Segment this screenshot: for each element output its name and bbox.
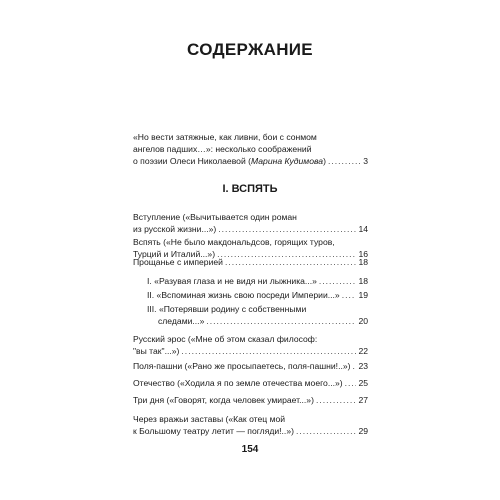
toc-entry-line: Через вражьи заставы («Как отец мой bbox=[133, 414, 286, 424]
toc-entry bbox=[133, 333, 368, 357]
toc-leader-dots bbox=[206, 315, 356, 327]
toc-entry-last-line bbox=[133, 377, 368, 389]
toc-leader-dots bbox=[353, 360, 357, 372]
toc-entry-last-line bbox=[147, 275, 368, 287]
section-heading: I. ВСПЯТЬ bbox=[222, 183, 278, 195]
toc-entry-line: III. «Потерявши родину с собственными bbox=[147, 304, 307, 314]
toc-page-number: 22 bbox=[358, 346, 368, 356]
toc-page-number: 19 bbox=[358, 290, 368, 300]
toc-leader-dots bbox=[345, 377, 357, 389]
toc-entry-last-line bbox=[147, 289, 368, 301]
toc-entry-text: к Большому театру летит — погляди!..») bbox=[133, 426, 294, 436]
toc-entry bbox=[133, 256, 368, 268]
toc-page-number: 16 bbox=[358, 249, 368, 259]
toc-entry-text: Прощанье с империей bbox=[133, 257, 223, 267]
toc-entry-last-line bbox=[133, 394, 368, 406]
toc-page-number: 27 bbox=[358, 395, 368, 405]
page-title: СОДЕРЖАНИЕ bbox=[187, 40, 313, 59]
toc-entry-text: Три дня («Говорят, когда человек умирает...») bbox=[133, 395, 314, 405]
toc-entry-last-line bbox=[133, 345, 368, 357]
toc-page-number: 18 bbox=[358, 257, 368, 267]
toc-entry-last-line bbox=[133, 223, 368, 235]
toc-entry bbox=[133, 394, 368, 406]
toc-page-number: 25 bbox=[358, 378, 368, 388]
toc-page-number: 14 bbox=[358, 224, 368, 234]
toc-page-number: 3 bbox=[363, 156, 368, 166]
toc-page-number: 23 bbox=[358, 361, 368, 371]
toc-leader-dots bbox=[319, 275, 357, 287]
toc-entry bbox=[133, 413, 368, 437]
toc-entry-text: I. «Разувая глаза и не видя ни лыжника...» bbox=[147, 276, 317, 286]
toc-entry-text-end: ) bbox=[323, 156, 326, 166]
toc-entry-line: Русский эрос («Мне об этом сказал философ: bbox=[133, 334, 318, 344]
toc-entry-text: II. «Вспоминая жизнь свою посреди Империи...» bbox=[147, 290, 340, 300]
toc-list bbox=[133, 0, 368, 500]
toc-leader-dots bbox=[218, 223, 356, 235]
toc-entry-text: "вы так"...») bbox=[133, 346, 180, 356]
toc-entry-text: Поля-пашни («Рано же просыпаетесь, поля-пашни!..») bbox=[133, 361, 351, 371]
toc-entry bbox=[133, 377, 368, 389]
toc-page-number: 29 bbox=[358, 426, 368, 436]
toc-entry-last-line bbox=[133, 425, 368, 437]
toc-leader-dots bbox=[342, 289, 357, 301]
toc-entry bbox=[147, 289, 368, 301]
toc-entry bbox=[133, 360, 368, 372]
toc-entry-line: ангелов падших…»: несколько соображений bbox=[133, 144, 312, 154]
toc-entry-line: «Но вести затяжные, как ливни, бои с сонмом bbox=[133, 132, 317, 142]
page-folio-number: 154 bbox=[241, 444, 259, 455]
toc-entry-line: Вступление («Вычитывается один роман bbox=[133, 212, 297, 222]
toc-entry-last-line bbox=[133, 360, 368, 372]
toc-page-number: 20 bbox=[358, 316, 368, 326]
toc-entry-author: Марина Кудимова bbox=[251, 156, 324, 166]
toc-entry-text-start: о поэзии Олеси Николаевой ( bbox=[133, 156, 252, 166]
toc-entry bbox=[147, 275, 368, 287]
toc-entry-text: Отечество («Ходила я по земле отечества моего...») bbox=[133, 378, 343, 388]
toc-page-number: 18 bbox=[358, 276, 368, 286]
toc-entry-line: Вспять («Не было макдональдсов, горящих туров, bbox=[133, 237, 335, 247]
toc-entry-text: из русской жизни...») bbox=[133, 224, 217, 234]
toc-leader-dots bbox=[181, 345, 356, 357]
toc-leader-dots bbox=[316, 394, 356, 406]
toc-leader-dots bbox=[225, 256, 356, 268]
toc-entry-last-line bbox=[133, 256, 368, 268]
toc-entry-last-line bbox=[147, 315, 368, 327]
toc-entry-text: следами...» bbox=[158, 316, 205, 326]
toc-entry bbox=[133, 211, 368, 235]
toc-entry bbox=[147, 303, 368, 327]
toc-entry-text: Турций и Италий...») bbox=[133, 249, 216, 259]
toc-leader-dots bbox=[296, 425, 356, 437]
